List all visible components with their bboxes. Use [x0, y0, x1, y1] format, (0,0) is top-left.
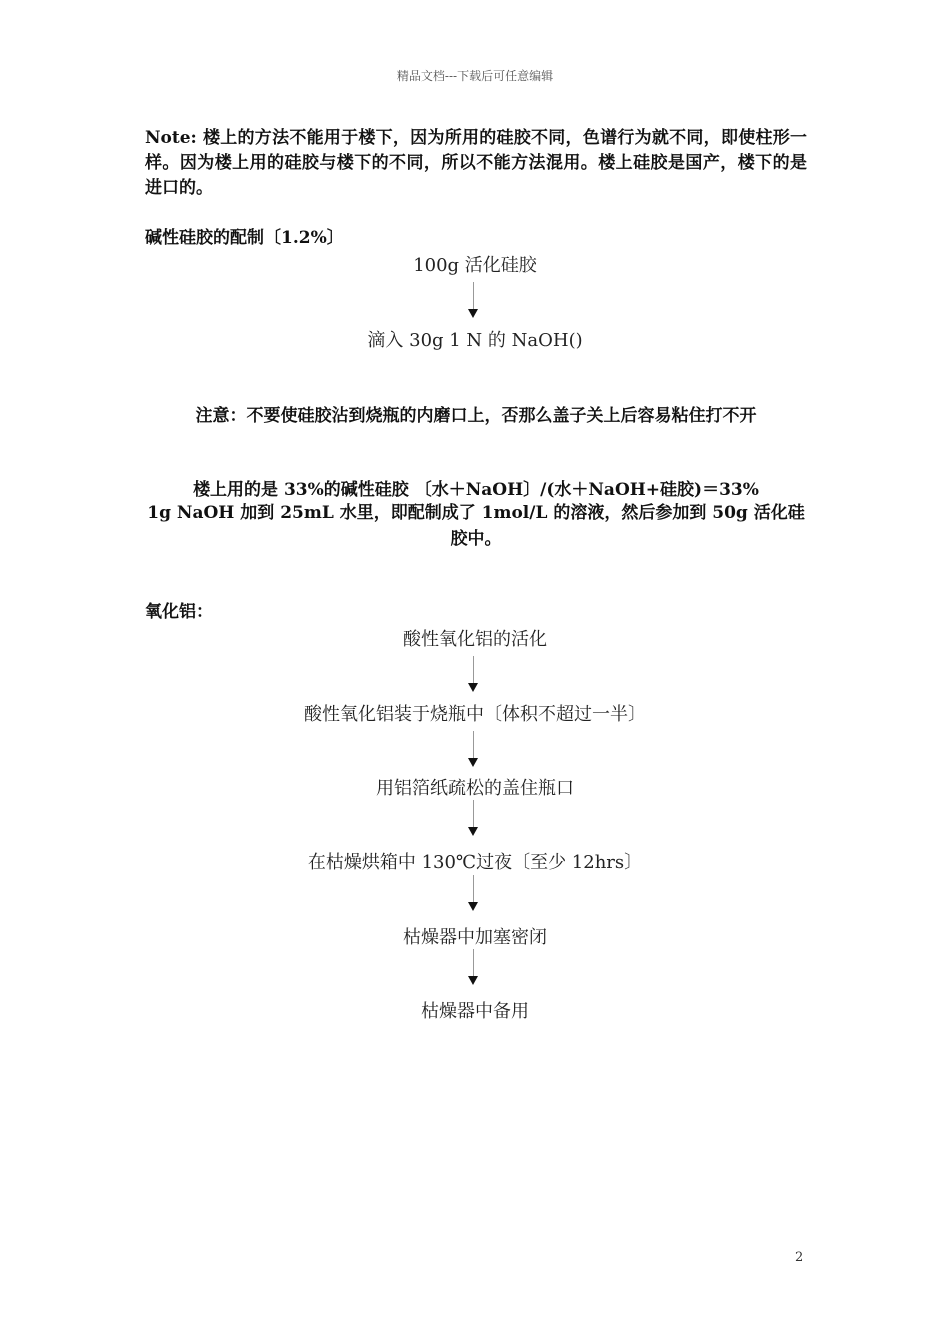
- alumina-flow-step-4: 在枯燥烘箱中 130℃过夜〔至少 12hrs〕: [307, 852, 643, 873]
- flow-arrow-icon: [468, 949, 480, 985]
- flow-arrow-icon: [468, 875, 480, 911]
- note-paragraph: [145, 126, 807, 201]
- alumina-flow-step-6: 枯燥器中备用: [421, 1001, 529, 1022]
- silica-heading: 碱性硅胶的配制〔1.2%〕: [145, 228, 344, 248]
- upstairs-line-1: 楼上用的是 33%的碱性硅胶 〔水＋NaOH〕/(水＋NaOH+硅胶)＝33%: [193, 480, 759, 500]
- alumina-flow-step-2: 酸性氧化铝装于烧瓶中〔体积不超过一半〕: [304, 704, 646, 725]
- caution-text: 注意：不要使硅胶沾到烧瓶的内磨口上，否那么盖子关上后容易粘住打不开: [195, 406, 757, 426]
- note-text: 楼上的方法不能用于楼下，因为所用的硅胶不同，色谱行为就不同，即使柱形一样。因为楼上用的硅胶与楼下的不同，所以不能方法混用。楼上硅胶是国产，楼下的是进口的。: [145, 128, 807, 198]
- page-header: 精品文档---下载后可任意编辑: [396, 69, 554, 83]
- upstairs-line-2: 1g NaOH 加到 25mL 水里，即配制成了 1mol/L 的溶液，然后参加到 50g 活化硅胶中。: [147, 503, 805, 549]
- alumina-flow-step-5: 枯燥器中加塞密闭: [403, 927, 547, 948]
- silica-flow-step-2: 滴入 30g 1 N 的 NaOH(): [367, 330, 583, 351]
- alumina-flow-step-1: 酸性氧化铝的活化: [403, 629, 547, 650]
- page-number: 2: [795, 1250, 804, 1265]
- alumina-heading: 氧化铝：: [145, 602, 213, 622]
- flow-arrow-icon: [468, 656, 480, 692]
- alumina-flow-step-3: 用铝箔纸疏松的盖住瓶口: [376, 778, 574, 799]
- flow-arrow-icon: [468, 800, 480, 836]
- flow-arrow-icon: [468, 731, 480, 767]
- note-label: Note:: [145, 128, 197, 148]
- silica-flow-step-1: 100g 活化硅胶: [413, 255, 537, 276]
- flow-arrow-icon: [468, 282, 480, 318]
